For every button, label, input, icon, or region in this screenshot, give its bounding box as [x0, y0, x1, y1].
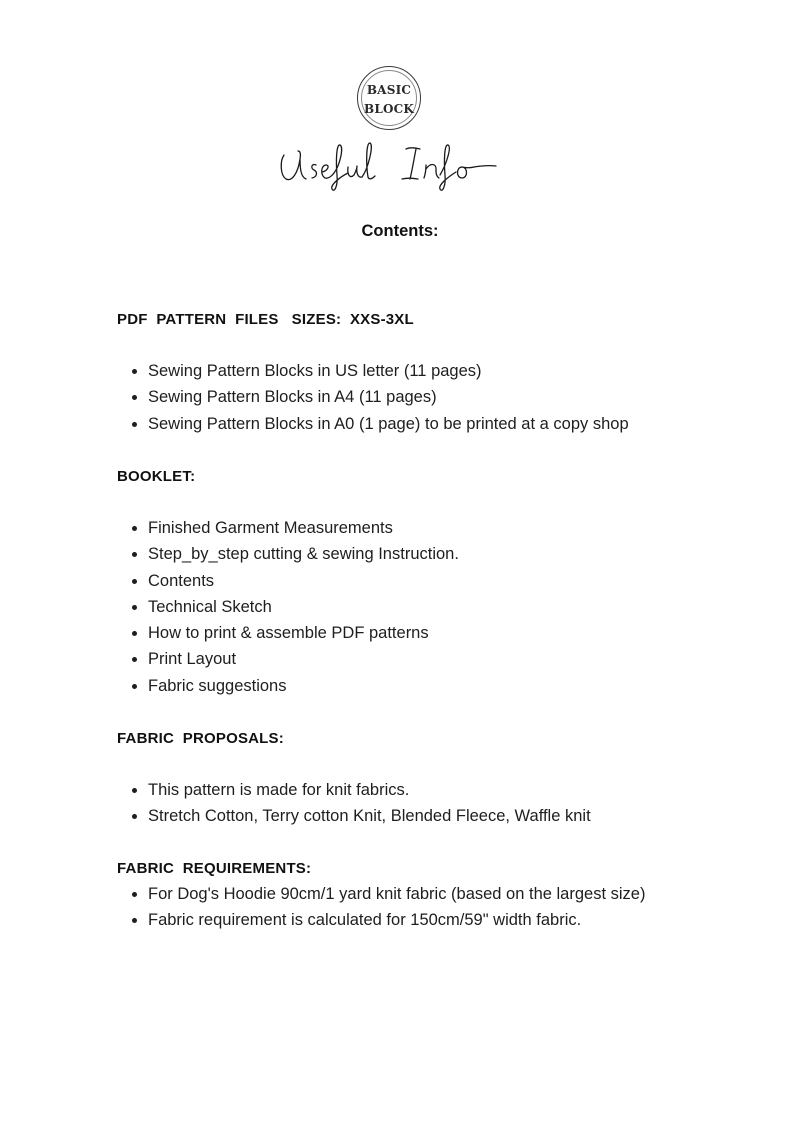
brand-logo: [357, 66, 421, 130]
section-heading-pdf-files: PDF PATTERN FILES SIZES: XXS-3XL: [117, 311, 414, 328]
list-item: Sewing Pattern Blocks in A4 (11 pages): [117, 384, 629, 410]
pdf-files-list: [117, 358, 629, 437]
booklet-list: [117, 515, 459, 699]
list-item: Print Layout: [117, 646, 459, 672]
list-item: Finished Garment Measurements: [117, 515, 459, 541]
script-title-useful-info: [270, 135, 530, 195]
logo-inner-ring: [361, 70, 417, 126]
list-item: Stretch Cotton, Terry cotton Knit, Blended Fleece, Waffle knit: [117, 803, 591, 829]
list-item: Fabric suggestions: [117, 673, 459, 699]
fabric-requirements-list: [117, 881, 645, 934]
script-title-text: Useful Info: [270, 135, 275, 136]
section-heading-booklet: BOOKLET:: [117, 468, 196, 485]
list-item: Sewing Pattern Blocks in A0 (1 page) to be printed at a copy shop: [117, 411, 629, 437]
logo-text-basic: BASIC: [366, 83, 412, 97]
list-item: For Dog's Hoodie 90cm/1 yard knit fabric (based on the largest size): [117, 881, 645, 907]
list-item: This pattern is made for knit fabrics.: [117, 777, 591, 803]
fabric-proposals-list: [117, 777, 591, 830]
section-heading-fabric-requirements: FABRIC REQUIREMENTS:: [117, 860, 312, 877]
list-item: Fabric requirement is calculated for 150cm/59" width fabric.: [117, 907, 645, 933]
list-item: How to print & assemble PDF patterns: [117, 620, 459, 646]
section-heading-fabric-proposals: FABRIC PROPOSALS:: [117, 730, 284, 747]
list-item: Contents: [117, 568, 459, 594]
contents-heading: Contents:: [361, 222, 439, 240]
list-item: Sewing Pattern Blocks in US letter (11 pages): [117, 358, 629, 384]
logo-text-block: BLOCK: [363, 102, 414, 116]
list-item: Technical Sketch: [117, 594, 459, 620]
list-item: Step_by_step cutting & sewing Instruction.: [117, 541, 459, 567]
